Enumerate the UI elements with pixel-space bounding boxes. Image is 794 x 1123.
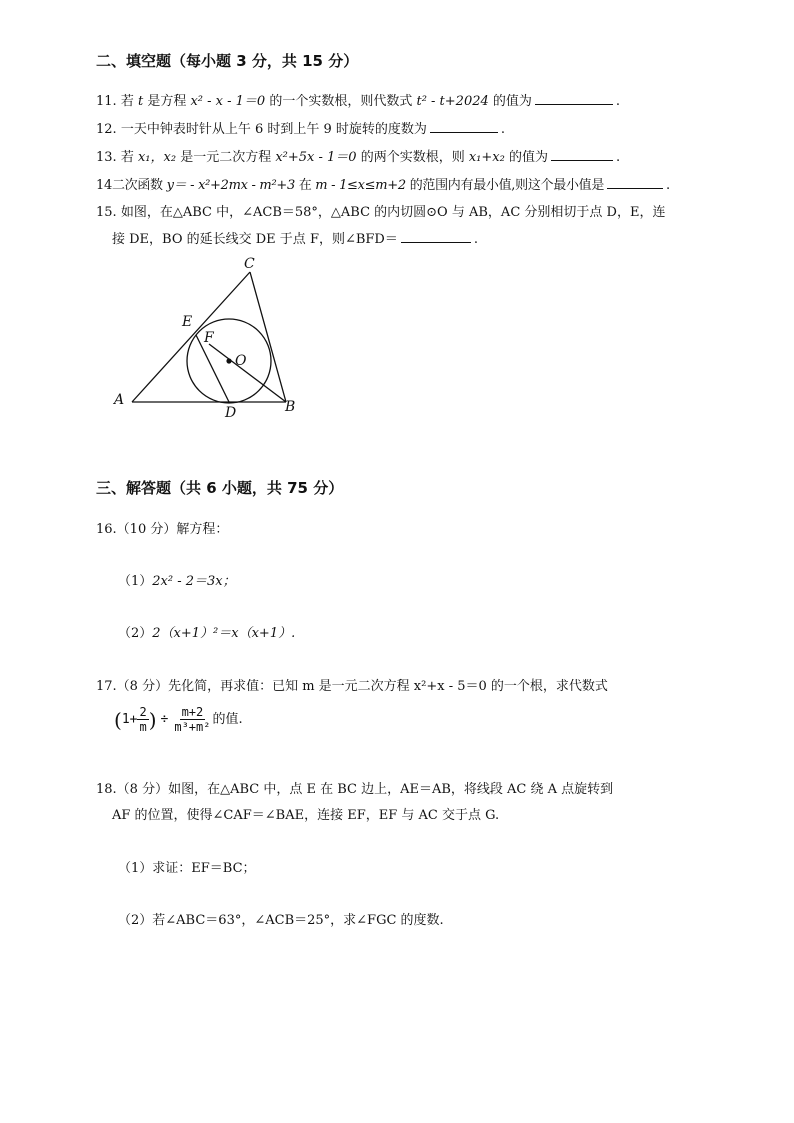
label-f: F — [204, 330, 214, 346]
label-e: E — [182, 314, 193, 330]
period: . — [615, 94, 621, 109]
question-text-line-1: 如图，在△ABC 中，∠ACB＝58°，△ABC 的内切圆⊙O 与 AB，AC 分别相切于点 D，E，连 — [120, 205, 666, 220]
question-text: 二次函数 — [111, 178, 167, 193]
question-number: 14 — [96, 178, 112, 193]
left-paren: ( — [114, 707, 122, 732]
expression-part: 1+ — [121, 711, 138, 727]
question-number: 11. — [96, 94, 117, 109]
question-18: 18.（8 分）如图，在△ABC 中，点 E 在 BC 边上，AE＝AB，将线段 AC 绕 A 点旋转到 — [96, 782, 614, 797]
numerator: m+2 — [181, 705, 204, 719]
question-text: 是方程 — [143, 94, 191, 109]
label-d: D — [225, 405, 237, 421]
part-label: （2） — [118, 626, 153, 641]
equation: 2（x+1）²＝x（x+1）. — [152, 626, 296, 641]
question-text: 一天中钟表时针从上午 6 时到上午 9 时旋转的度数为 — [120, 122, 427, 137]
label-c: C — [244, 256, 255, 272]
section-3-heading: 三、解答题（共 6 小题，共 75 分） — [96, 479, 344, 497]
equation: x²+5x - 1＝0 — [275, 150, 357, 165]
question-number: 13. — [96, 150, 117, 165]
question-18-line-2: AF 的位置，使得∠CAF＝∠BAE，连接 EF，EF 与 AC 交于点 G. — [112, 808, 500, 823]
range: m - 1≤x≤m+2 — [315, 178, 406, 193]
question-text: 若 — [120, 94, 138, 109]
fraction-2-over-m — [137, 705, 148, 734]
period: . — [500, 122, 506, 137]
right-paren: ) — [148, 707, 157, 732]
question-text: 的值. — [212, 711, 243, 727]
question-text: 的一个实数根，则代数式 — [265, 94, 417, 109]
question-16-part-1 — [118, 573, 236, 591]
function: y＝ - x²+2mx - m²+3 — [166, 178, 295, 193]
question-18-part-1: （1）求证：EF＝BC； — [118, 861, 256, 876]
question-16: 16.（10 分）解方程： — [96, 522, 229, 537]
expression: x₁+x₂ — [468, 150, 505, 165]
question-text: 是一元二次方程 — [176, 150, 276, 165]
center-point-o — [226, 358, 231, 363]
section-2-heading: 二、填空题（每小题 3 分，共 15 分） — [96, 52, 359, 70]
question-number: 15. — [96, 205, 117, 220]
period: . — [615, 150, 621, 165]
numerator: 2 — [139, 705, 147, 719]
question-text: 的两个实数根，则 — [356, 150, 469, 165]
denominator: m — [139, 720, 147, 734]
question-text: 的值为 — [504, 150, 548, 165]
triangle-incircle-figure — [0, 0, 794, 440]
question-text: 的值为 — [488, 94, 532, 109]
side-bc — [250, 272, 286, 402]
question-18-part-2: （2）若∠ABC＝63°，∠ACB＝25°，求∠FGC 的度数. — [118, 913, 444, 928]
question-16-part-2 — [118, 625, 295, 643]
variable-t: t — [137, 94, 144, 109]
side-ac — [132, 272, 250, 402]
question-text: 的范围内有最小值,则这个最小值是 — [405, 178, 605, 193]
period: . — [666, 178, 670, 193]
part-label: （1） — [118, 574, 153, 589]
question-17: 17.（8 分）先化简，再求值：已知 m 是一元二次方程 x²+x - 5＝0 的一个根，求代数式 — [96, 679, 608, 694]
fraction-m-plus-2 — [172, 705, 212, 734]
period: . — [473, 232, 478, 247]
equation: x² - x - 1＝0 — [190, 94, 266, 109]
segment-bf — [209, 344, 286, 402]
divide-sign: ÷ — [160, 711, 169, 727]
label-b: B — [285, 399, 296, 415]
label-o: O — [235, 353, 247, 369]
label-a: A — [114, 392, 125, 408]
expression: t² - t+2024 — [416, 94, 489, 109]
question-text-line-2: 接 DE，BO 的延长线交 DE 于点 F，则∠BFD＝ — [112, 232, 398, 247]
variables: x₁，x₂ — [137, 150, 177, 165]
equation: 2x² - 2＝3x； — [152, 574, 236, 589]
question-text: 若 — [120, 150, 138, 165]
question-text: 在 — [294, 178, 316, 193]
question-17-expression — [114, 705, 243, 734]
question-number: 12. — [96, 122, 117, 137]
denominator: m³+m² — [174, 720, 211, 734]
